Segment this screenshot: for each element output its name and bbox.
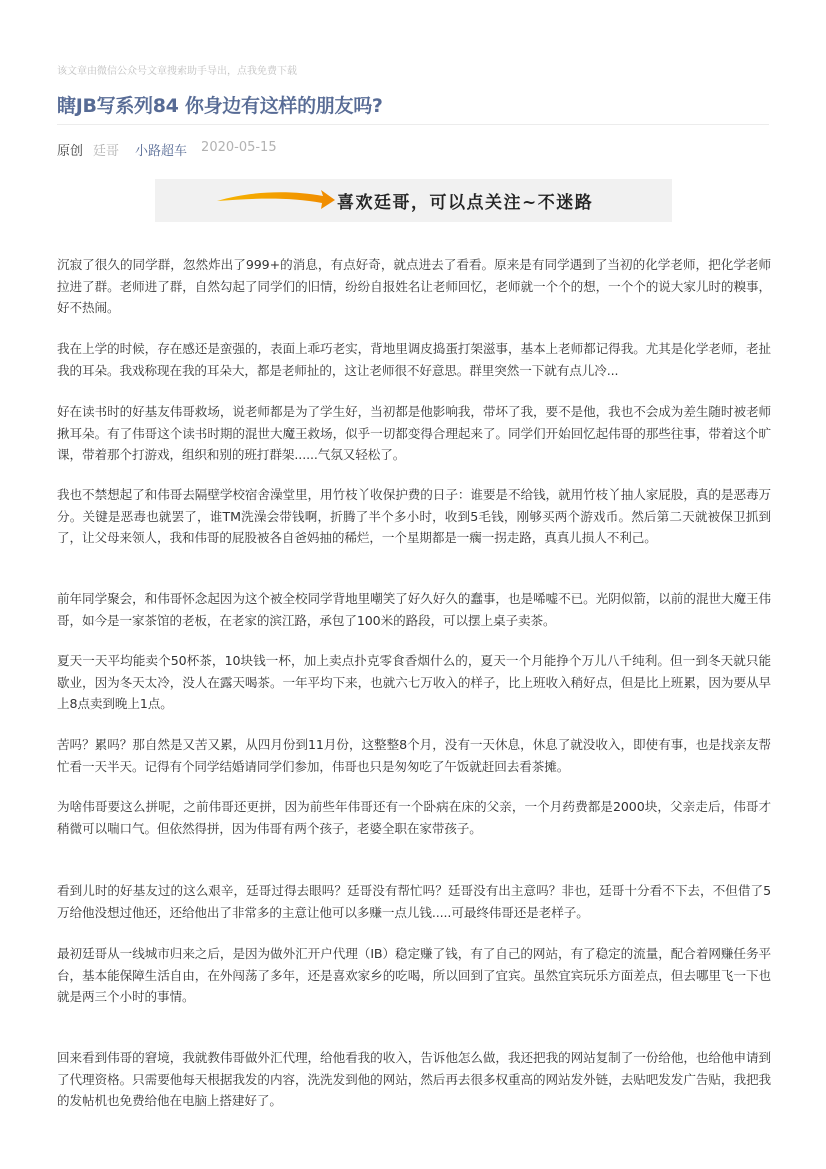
paragraph: 回来看到伟哥的窘境，我就教伟哥做外汇代理，给他看我的收入，告诉他怎么做，我还把我的网站复制了一份给他，也给他申请到了代理资格。只需要他每天根据我发的内容，洗洗发到他的网站，然后再去很多权重高的网站发外链，去贴吧发发广告贴，我把我的发帖机也免费给他在电脑上搭建好了。 bbox=[57, 1050, 771, 1108]
paragraph: 好在读书时的好基友伟哥救场，说老师都是为了学生好，当初都是他影响我，带坏了我，要不是他，我也不会成为差生随时被老师揪耳朵。有了伟哥这个读书时期的混世大魔王救场，似乎一切都变得合理起来了。同学们开始回忆起伟哥的那些往事，带着这个旷课，带着那个打游戏，组织和别的班打群架......气氛又轻松了。 bbox=[57, 404, 771, 462]
account-link[interactable]: 小路超车 bbox=[135, 144, 188, 159]
paragraph: 最初廷哥从一线城市归来之后，是因为做外汇开户代理（IB）稳定赚了钱，有了自己的网站，有了稳定的流量，配合着网赚任务平台，基本能保障生活自由，在外闯荡了多年，还是喜欢家乡的吃喝，所以回到了宜宾。虽然宜宾玩乐方面差点，但去哪里飞一下也就是两三个小时的事情。 bbox=[57, 946, 771, 1004]
title-divider bbox=[57, 124, 769, 125]
paragraph: 沉寂了很久的同学群，忽然炸出了999+的消息，有点好奇，就点进去了看看。原来是有同学遇到了当初的化学老师，把化学老师拉进了群。老师进了群，自然勾起了同学们的旧情，纷纷自报姓名让老师回忆，老师就一个个的想，一个个的说大家儿时的糗事，好不热闹。 bbox=[57, 257, 771, 315]
publish-date: 2020-05-15 bbox=[201, 140, 277, 155]
article-title: 瞎JB写系列84 你身边有这样的朋友吗? bbox=[57, 95, 383, 117]
paragraph: 苦吗？累吗？那自然是又苦又累，从四月份到11月份，这整整8个月，没有一天休息，休息了就没收入，即使有事，也是找亲友帮忙看一天半天。记得有个同学结婚请同学们参加，伟哥也只是匆匆吃了午饭就赶回去看茶摊。 bbox=[57, 737, 771, 774]
follow-banner-text: 喜欢廷哥，可以点关注~不迷路 bbox=[337, 193, 594, 213]
export-notice-link[interactable]: 该文章由微信公众号文章搜索助手导出，点我免费下载 bbox=[57, 66, 297, 77]
follow-banner bbox=[155, 179, 672, 222]
paragraph: 我也不禁想起了和伟哥去隔壁学校宿舍澡堂里，用竹枝丫收保护费的日子：谁要是不给钱，就用竹枝丫抽人家屁股，真的是恶毒万分。关键是恶毒也就罢了，谁TM洗澡会带钱啊，折腾了半个多小时，收到5毛钱，刚够买两个游戏币。然后第二天就被保卫抓到了，让父母来领人，我和伟哥的屁股被各自爸妈抽的稀烂，一个星期都是一瘸一拐走路，真真儿损人不利己。 bbox=[57, 487, 771, 545]
paragraph: 夏天一天平均能卖个50杯茶，10块钱一杯，加上卖点扑克零食香烟什么的，夏天一个月能挣个万儿八千纯利。但一到冬天就只能歇业，因为冬天太冷，没人在露天喝茶。一年平均下来，也就六七万收入的样子，比上班收入稍好点，但是比上班累，因为要从早上8点卖到晚上1点。 bbox=[57, 653, 771, 711]
paragraph: 前年同学聚会，和伟哥怀念起因为这个被全校同学背地里嘲笑了好久好久的蠢事，也是唏嘘不已。光阴似箭，以前的混世大魔王伟哥，如今是一家茶馆的老板，在老家的滨江路，承包了100米的路段，可以摆上桌子卖茶。 bbox=[57, 591, 771, 628]
author-name: 廷哥 bbox=[93, 144, 120, 159]
article-meta bbox=[57, 140, 277, 159]
paragraph: 看到儿时的好基友过的这么艰辛，廷哥过得去眼吗？廷哥没有帮忙吗？廷哥没有出主意吗？非也，廷哥十分看不下去，不但借了5万给他没想过他还，还给他出了非常多的主意让他可以多赚一点儿钱.....可最终伟哥还是老样子。 bbox=[57, 883, 771, 920]
original-tag: 原创 bbox=[57, 144, 84, 159]
paragraph: 为啥伟哥要这么拼呢，之前伟哥还更拼，因为前些年伟哥还有一个卧病在床的父亲，一个月药费都是2000块，父亲走后，伟哥才稍微可以喘口气。但依然得拼，因为伟哥有两个孩子，老婆全职在家带孩子。 bbox=[57, 799, 771, 836]
paragraph: 我在上学的时候，存在感还是蛮强的，表面上乖巧老实，背地里调皮捣蛋打架滋事，基本上老师都记得我。尤其是化学老师，老扯我的耳朵。我戏称现在我的耳朵大，都是老师扯的，这让老师很不好意思。群里突然一下就有点儿冷... bbox=[57, 341, 771, 378]
